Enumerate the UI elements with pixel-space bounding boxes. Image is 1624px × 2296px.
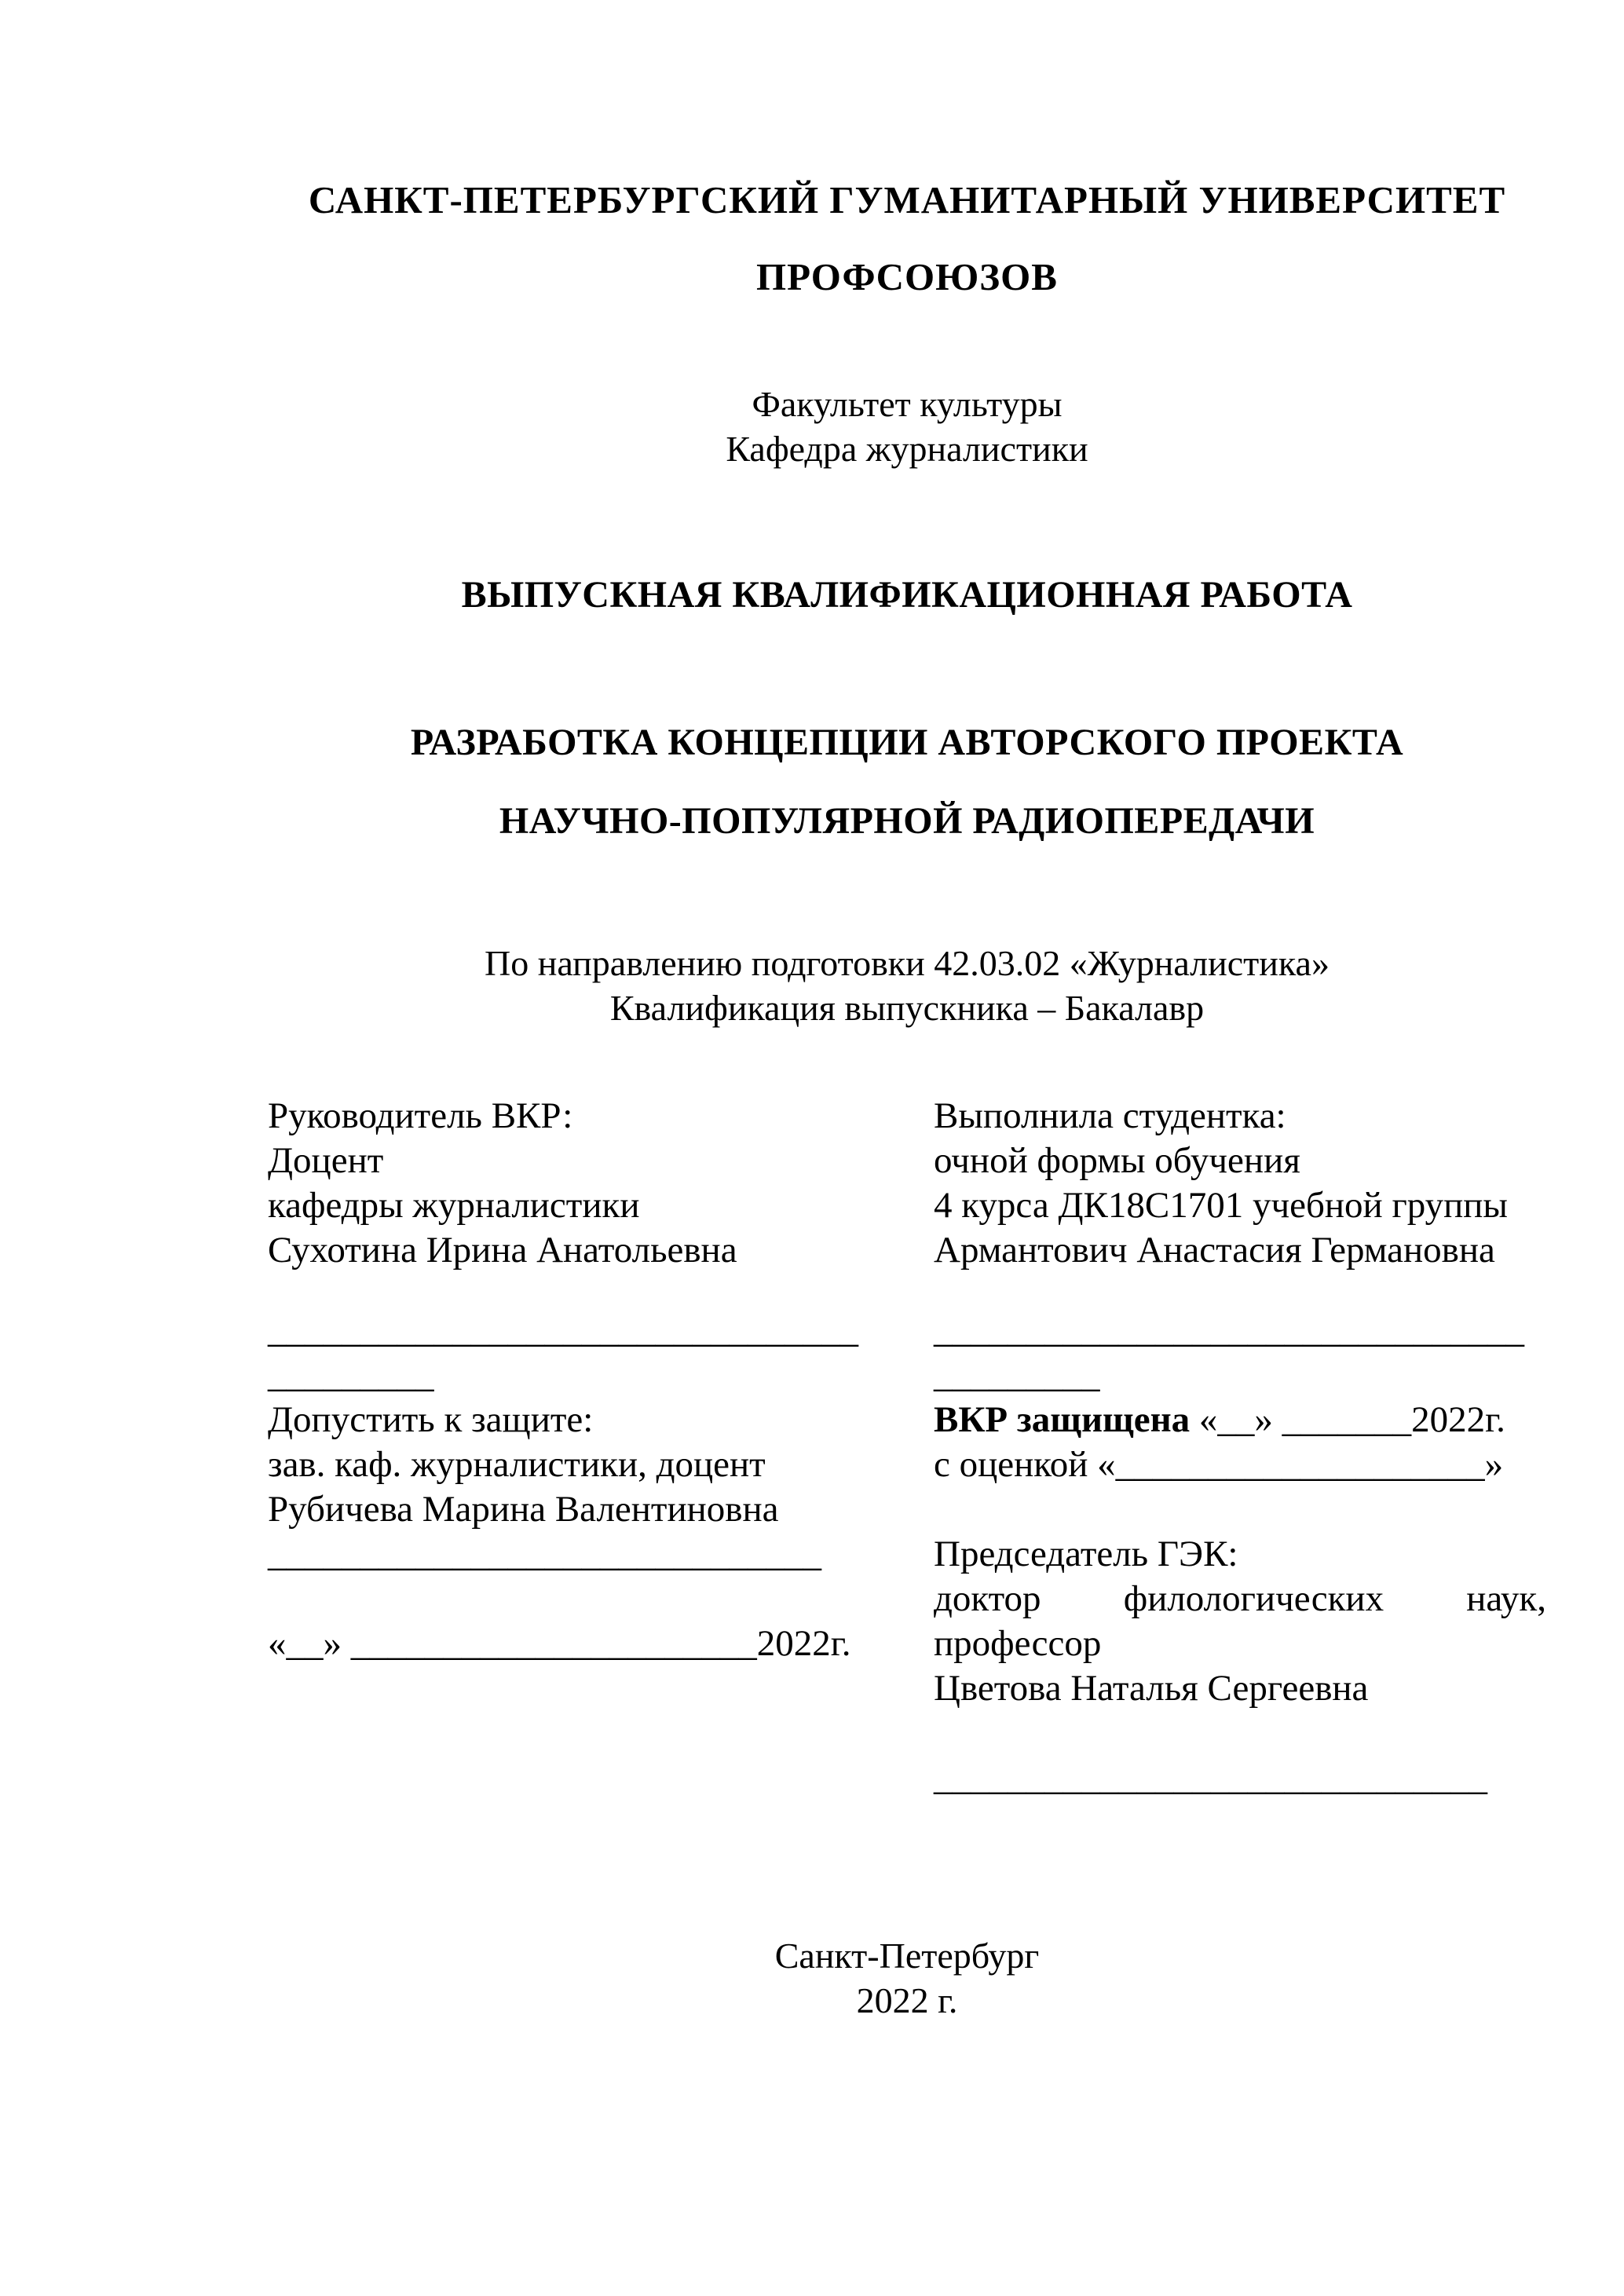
work-title-line1: РАЗРАБОТКА КОНЦЕПЦИИ АВТОРСКОГО ПРОЕКТА	[410, 722, 1404, 763]
supervisor-position: Доцент	[268, 1140, 384, 1181]
chairman-title: профессор	[934, 1623, 1102, 1664]
date-quotes: «__»	[268, 1623, 351, 1664]
university-header	[268, 177, 1546, 301]
work-title-block	[268, 719, 1546, 845]
department-name: Кафедра журналистики	[726, 429, 1088, 469]
student-group: 4 курса ДК18С1701 учебной группы	[934, 1185, 1508, 1226]
student-column	[934, 1094, 1546, 1801]
blank-row	[934, 1711, 1546, 1756]
chairman-degree: доктор филологических наук,	[934, 1578, 1546, 1619]
supervisor-department: кафедры журналистики	[268, 1185, 640, 1226]
date-year: 2022г.	[756, 1623, 851, 1664]
blank-row	[934, 1487, 1546, 1532]
university-name-line1: САНКТ-ПЕТЕРБУРГСКИЙ ГУМАНИТАРНЫЙ УНИВЕРСИТЕТ	[308, 178, 1506, 221]
chairman-signature-line: ______________________________	[934, 1757, 1487, 1798]
chairman-label: Председатель ГЭК:	[934, 1534, 1238, 1574]
supervisor-signature-line-wrap: _________	[268, 1355, 434, 1395]
chairman-name: Цветова Наталья Сергеевна	[934, 1668, 1369, 1709]
supervisor-label: Руководитель ВКР:	[268, 1095, 573, 1136]
student-name: Армантович Анастасия Германовна	[934, 1230, 1495, 1270]
grade-fill-line: ____________________	[1115, 1444, 1485, 1485]
defended-fill-line: _______	[1282, 1399, 1412, 1440]
supervisor-signature-line: ________________________________	[268, 1310, 858, 1351]
spacer	[268, 1273, 880, 1308]
defended-line	[934, 1398, 1546, 1442]
student-form: очной формы обучения	[934, 1140, 1300, 1181]
direction-line: По направлению подготовки 42.03.02 «Журналистика»	[485, 943, 1330, 983]
student-signature-line: ________________________________	[934, 1310, 1524, 1351]
university-name-line2: ПРОФСОЮЗОВ	[756, 255, 1058, 298]
direction-block	[268, 941, 1546, 1030]
admit-label: Допустить к защите:	[268, 1399, 594, 1440]
student-signature-line-wrap: _________	[934, 1355, 1100, 1395]
defended-label: ВКР защищена	[934, 1399, 1191, 1440]
footer-year: 2022 г.	[856, 1980, 958, 2020]
admit-signature-line: ______________________________	[268, 1534, 821, 1574]
footer-block	[268, 1933, 1546, 2023]
admit-position: зав. каф. журналистики, доцент	[268, 1444, 766, 1485]
spacer	[934, 1273, 1546, 1308]
footer-city: Санкт-Петербург	[774, 1936, 1040, 1976]
work-title-line2: НАУЧНО-ПОПУЛЯРНОЙ РАДИОПЕРЕДАЧИ	[499, 800, 1315, 842]
date-fill-line: ______________________	[350, 1623, 757, 1664]
grade-line	[934, 1442, 1546, 1487]
qualification-line: Квалификация выпускника – Бакалавр	[609, 988, 1205, 1028]
admit-date-line	[268, 1621, 880, 1666]
faculty-department-block	[268, 382, 1546, 471]
grade-label: с оценкой «	[934, 1444, 1116, 1485]
faculty-name: Факультет культуры	[752, 384, 1063, 424]
work-type-title: ВЫПУСКНАЯ КВАЛИФИКАЦИОННАЯ РАБОТА	[461, 574, 1353, 616]
student-label: Выполнила студентка:	[934, 1095, 1286, 1136]
defended-quotes: «__»	[1190, 1399, 1282, 1440]
blank-row	[268, 1577, 880, 1621]
supervisor-name: Сухотина Ирина Анатольевна	[268, 1230, 737, 1270]
grade-close-quote: »	[1484, 1444, 1504, 1485]
admit-name: Рубичева Марина Валентиновна	[268, 1489, 779, 1530]
signature-columns	[268, 1094, 1546, 1801]
supervisor-column	[268, 1094, 880, 1801]
defended-year: 2022г.	[1411, 1399, 1505, 1440]
